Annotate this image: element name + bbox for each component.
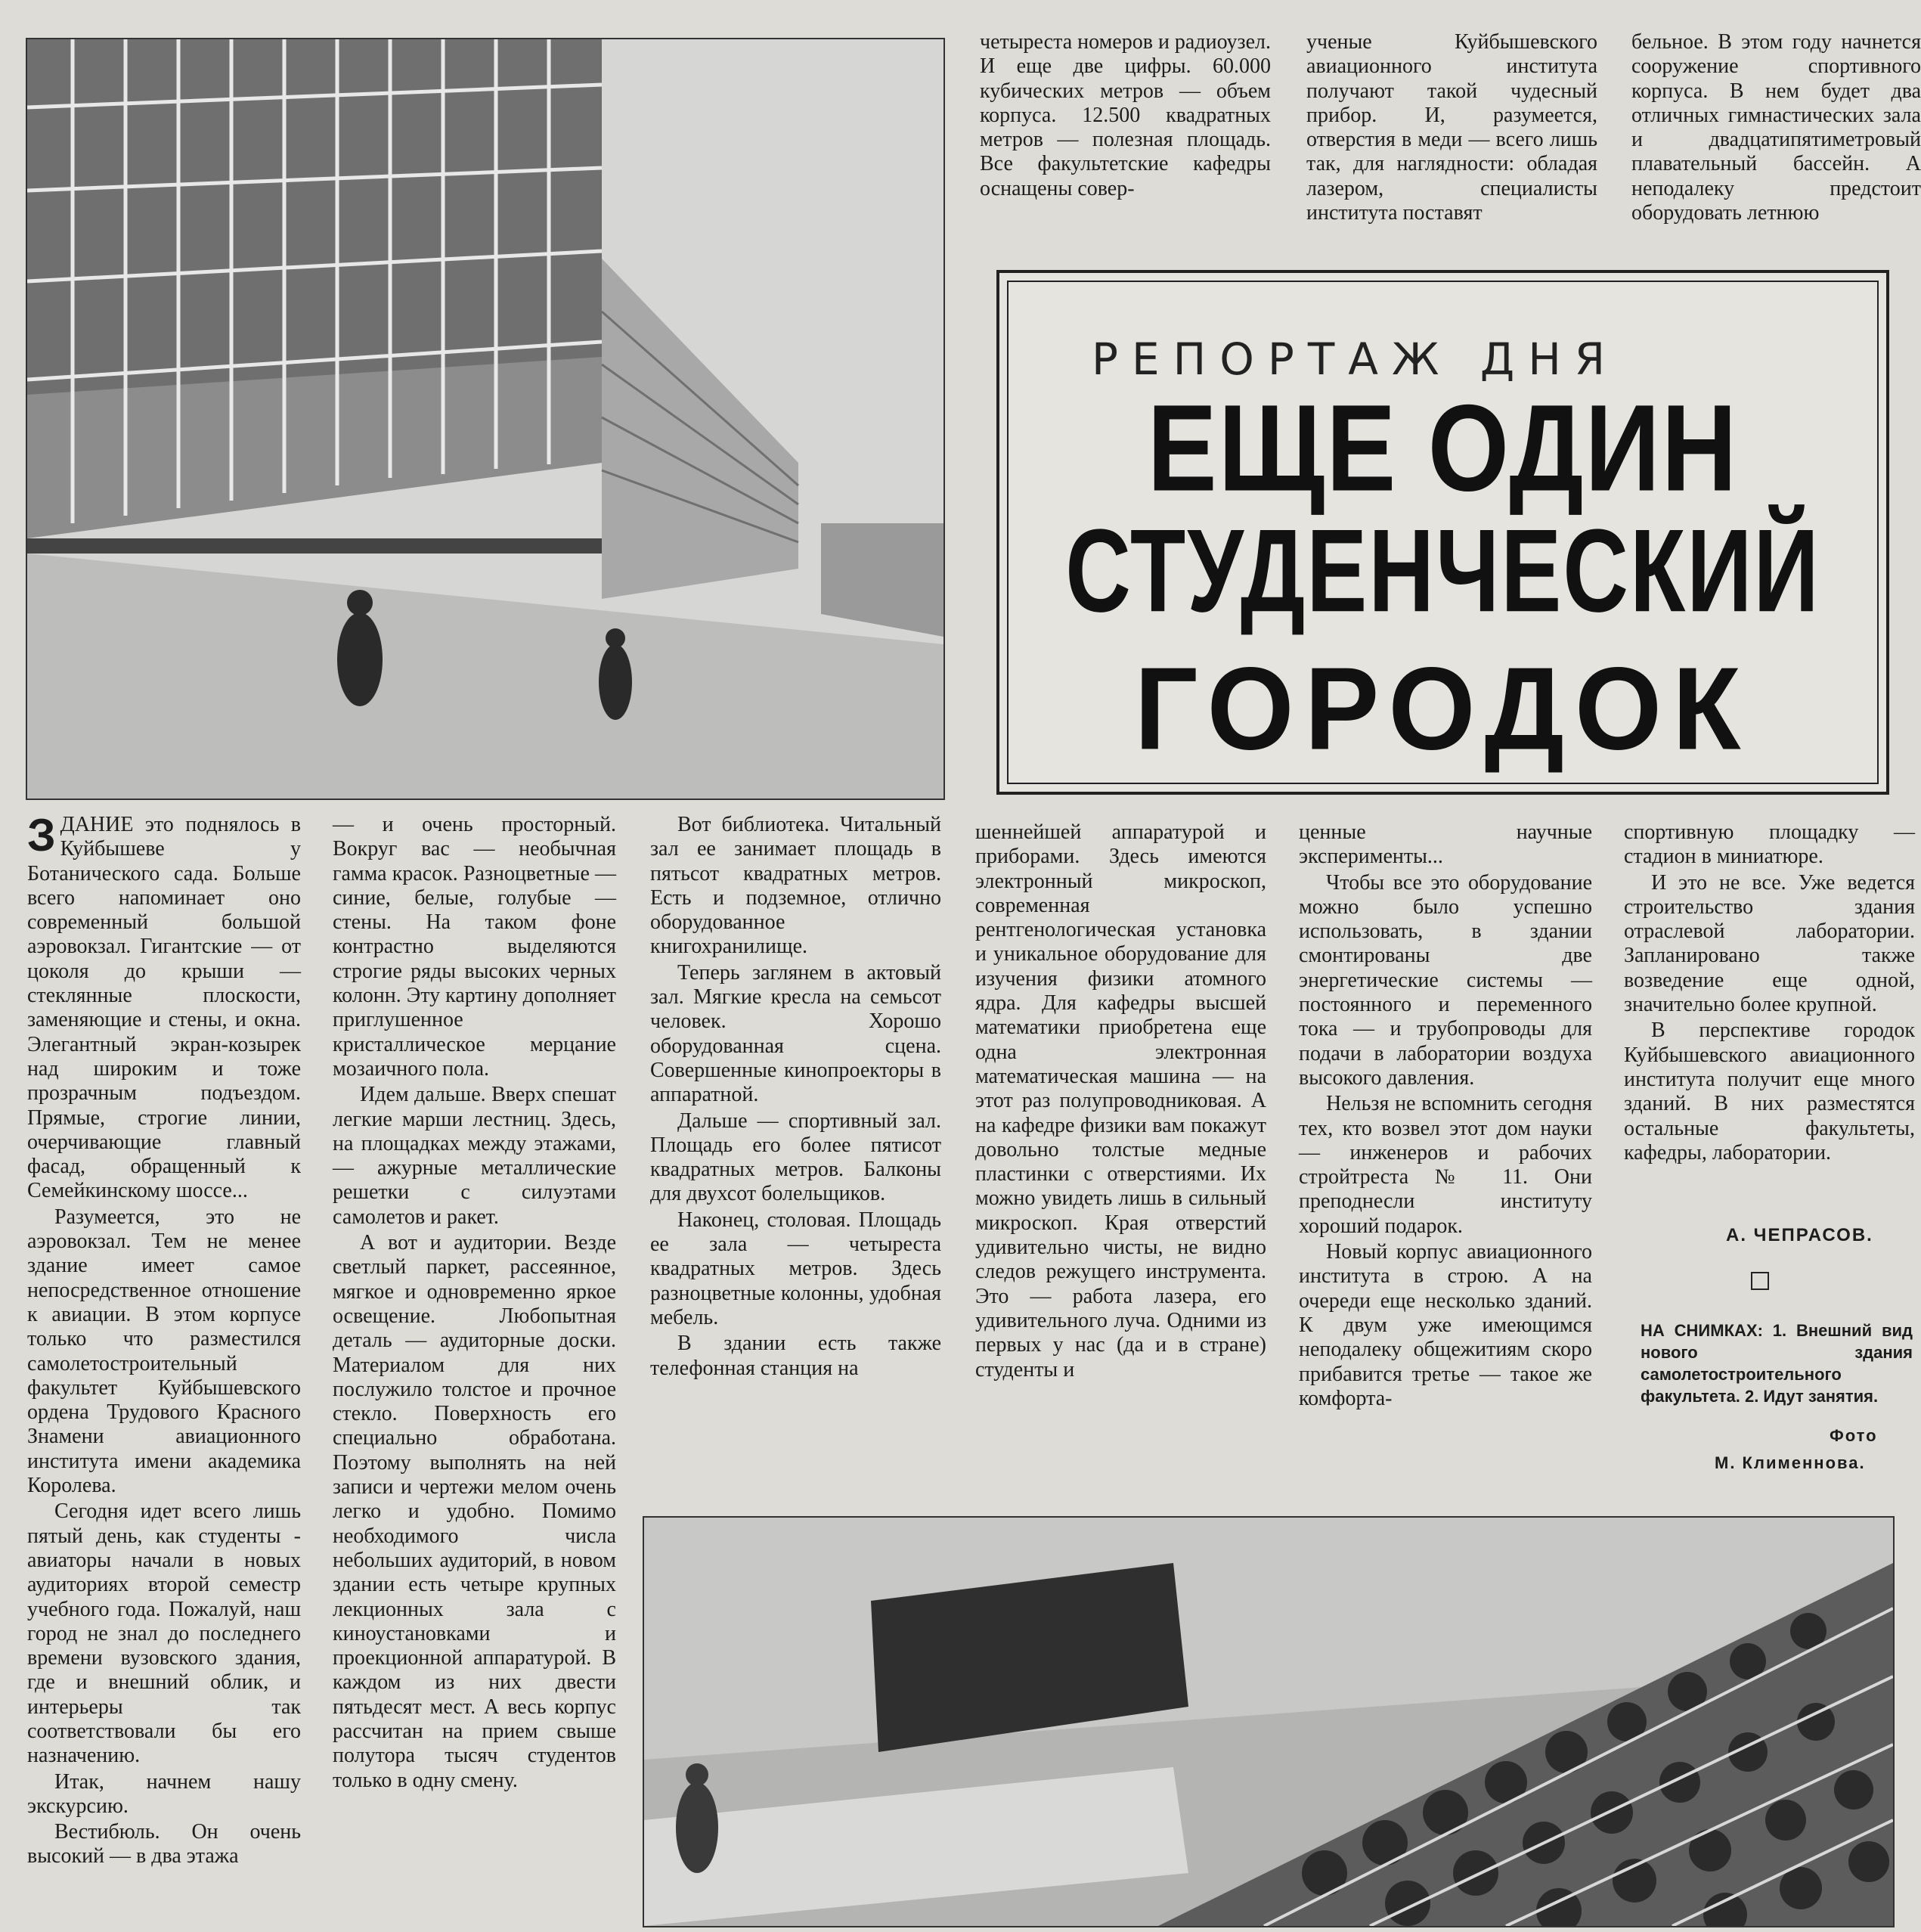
headline-inner-frame: [1007, 281, 1879, 784]
building-photo: [26, 38, 945, 800]
top-column-3-text: бельное. В этом году начнется сооружение спортивного корпуса. В нем будет два отличных гимнастических зала и двадцатипятиметровый плавательный бассейн. А неподалеку предстоит оборудовать летнюю: [1631, 30, 1921, 225]
body-column-4-paragraph-1: шеннейшей аппаратурой и приборами. Здесь имеются электронный микроскоп, современная рентгенологическая установка и уникальное оборудование для изучения физики атомного ядра. Для кафедры высшей математики приобретена еще одна электронная математическая машина — на этот раз полупроводниковая. А на кафедре физики вам покажут довольно толстые медные пластинки с отверстиями. Их можно увидеть лишь в сильный микроскоп. Края отверстий удивительно чисты, не видно следов режущего инструмента. Это — работа лазера, его удивительного луча. Одними из первых у нас (да и в стране) студенты и: [975, 820, 1266, 1382]
body-column-3-paragraph-3: Дальше — спортивный зал. Площадь его более пятисот квадратных метров. Балконы для двухсот болельщиков.: [650, 1109, 941, 1206]
body-column-5: [1299, 820, 1592, 1411]
body-column-2-paragraph-3: А вот и аудитории. Везде светлый паркет, рассеянное, мягкое и одновременно яркое освещение. Любопытная деталь — аудиторные доски. Материалом для них послужило толстое и прочное стекло. Поверхность его специально обработана. Поэтому выполнять на ней записи и чертежи мелом очень легко и удобно. Помимо необходимого числа небольших аудиторий, в новом здании есть четыре крупных лекционных зала с киноустановками и проекционной аппаратурой. В каждом из них двести пятьдесят мест. А весь корпус рассчитан на прием свыше полутора тысяч студентов только в одну смену.: [333, 1231, 616, 1792]
body-column-1-paragraph-2: Разумеется, это не аэровокзал. Тем не менее здание имеет самое непосредственное отношение к авиации. В этом корпусе только что разместился самолетостроительный факультет Куйбышевского ордена Трудового Красного Знамени авиационного института имени академика Королева.: [27, 1205, 301, 1498]
headline-box: [996, 270, 1889, 795]
lecture-hall-illustration: [644, 1518, 1893, 1926]
top-column-3: [1631, 30, 1921, 225]
end-mark-square: [1751, 1272, 1769, 1290]
body-column-3-paragraph-1: Вот библиотека. Читальный зал ее занимает площадь в пятьсот квадратных метров. Есть и подземное, отлично оборудованное книгохранилище.: [650, 813, 941, 959]
body-column-3: [650, 813, 941, 1381]
body-column-6-paragraph-3: В перспективе городок Куйбышевского авиационного института получит еще много зданий. В них разместятся остальные факультеты, кафедры, лаборатории.: [1624, 1019, 1915, 1164]
top-column-1: [980, 30, 1271, 201]
body-column-5-paragraph-2: Чтобы все это оборудование можно было успешно использовать, в здании смонтированы две энергетические системы — постоянного и переменного тока — и трубопроводы для подачи в лаборатории воздуха высокого давления.: [1299, 870, 1592, 1090]
top-column-1-text: четыреста номеров и радиоузел. И еще две цифры. 60.000 кубических метров — объем корпуса. 12.500 квадратных метров — полезная площадь. Все факультетские кафедры оснащены совер-: [980, 30, 1271, 200]
body-column-2: [333, 813, 616, 1793]
body-column-5-paragraph-1: ценные научные эксперименты...: [1299, 820, 1592, 869]
byline: А. ЧЕПРАСОВ.: [1726, 1225, 1873, 1245]
body-column-2-paragraph-2: Идем дальше. Вверх спешат легкие марши лестниц. Здесь, на площадках между этажами, — ажурные металлические решетки с силуэтами самолетов и ракет.: [333, 1083, 616, 1229]
body-column-1-paragraph-3: Сегодня идет всего лишь пятый день, как студенты - авиаторы начали в новых аудиториях второй семестр учебного года. Пожалуй, наш город не знал до последнего времени вузовского здания, где и внешний облик, и интерьеры так соответствовали бы его назначению.: [27, 1499, 301, 1768]
photo-credit-label: Фото: [1830, 1426, 1878, 1445]
top-column-2-text: ученые Куйбышевского авиационного института получают такой чудесный прибор. И, разумеется, отверстия в меди — всего лишь так, для наглядности: обладая лазером, специалисты института поставят: [1306, 30, 1597, 225]
lecture-hall-photo: [643, 1516, 1895, 1927]
body-column-3-paragraph-2: Теперь заглянем в актовый зал. Мягкие кресла на семьсот человек. Хорошо оборудованная сцена. Совершенные кинопроекторы в аппаратной.: [650, 960, 941, 1107]
headline-line-2: СТУДЕНЧЕСКИЙ: [1065, 504, 1820, 637]
body-column-6-paragraph-1: спортивную площадку — стадион в миниатюре.: [1624, 820, 1915, 869]
body-column-1: [27, 810, 301, 1869]
building-illustration: [27, 39, 943, 799]
body-column-2-paragraph-1: — и очень просторный. Вокруг вас — необычная гамма красок. Разноцветные — синие, белые, голубые — стены. На таком фоне контрастно выделяются строгие ряды высоких черных колонн. Эту картину дополняет приглушенное кристаллическое мерцание мозаичного пола.: [333, 813, 616, 1081]
headline-line-1: ЕЩЕ ОДИН: [1147, 380, 1739, 517]
body-column-1-paragraph-1: [27, 810, 301, 1204]
photo-credit-name: М. Клименнова.: [1715, 1453, 1866, 1472]
body-column-4: [975, 820, 1266, 1382]
top-column-2: [1306, 30, 1597, 225]
body-column-1-paragraph-4: Итак, начнем нашу экскурсию.: [27, 1769, 301, 1818]
body-column-5-paragraph-3: Нельзя не вспомнить сегодня тех, кто возвел этот дом науки — инженеров и рабочих стройтреста № 11. Они преподнесли институту хороший подарок.: [1299, 1092, 1592, 1238]
photo-caption: НА СНИМКАХ: 1. Внешний вид нового здания самолетостроительного факультета. 2. Идут занятия.: [1641, 1321, 1913, 1406]
dropcap: З: [27, 810, 56, 861]
body-column-6-paragraph-2: И это не все. Уже ведется строительство здания отраслевой лаборатории. Запланировано также возведение еще одной, значительно более крупной.: [1624, 870, 1915, 1017]
body-column-3-paragraph-5: В здании есть также телефонная станция на: [650, 1332, 941, 1380]
paragraph-text: ДАНИЕ это поднялось в Куйбышеве у Ботанического сада. Больше всего напоминает оно современный большой аэровокзал. Гигантские — от цоколя до крыши — стеклянные плоскости, заменяющие и стены, и окна. Элегантный экран-козырек над широким и тоже прозрачным подъездом. Прямые, строгие линии, очерчивающие главный фасад, обращенный к Семейкинскому шоссе...: [27, 813, 301, 1203]
headline-line-3: ГОРОДОК: [1134, 643, 1752, 775]
body-column-3-paragraph-4: Наконец, столовая. Площадь ее зала — четыреста квадратных метров. Здесь разноцветные колонны, удобная мебель.: [650, 1208, 941, 1329]
body-column-1-paragraph-5: Вестибюль. Он очень высокий — в два этажа: [27, 1820, 301, 1868]
body-column-5-paragraph-4: Новый корпус авиационного института в строю. А на очереди еще несколько зданий. К двум уже имеющимся неподалеку общежитиям скоро прибавится третье — такое же комфорта-: [1299, 1240, 1592, 1410]
kicker: РЕПОРТАЖ ДНЯ: [1092, 333, 1619, 385]
body-column-6: [1624, 820, 1915, 1165]
